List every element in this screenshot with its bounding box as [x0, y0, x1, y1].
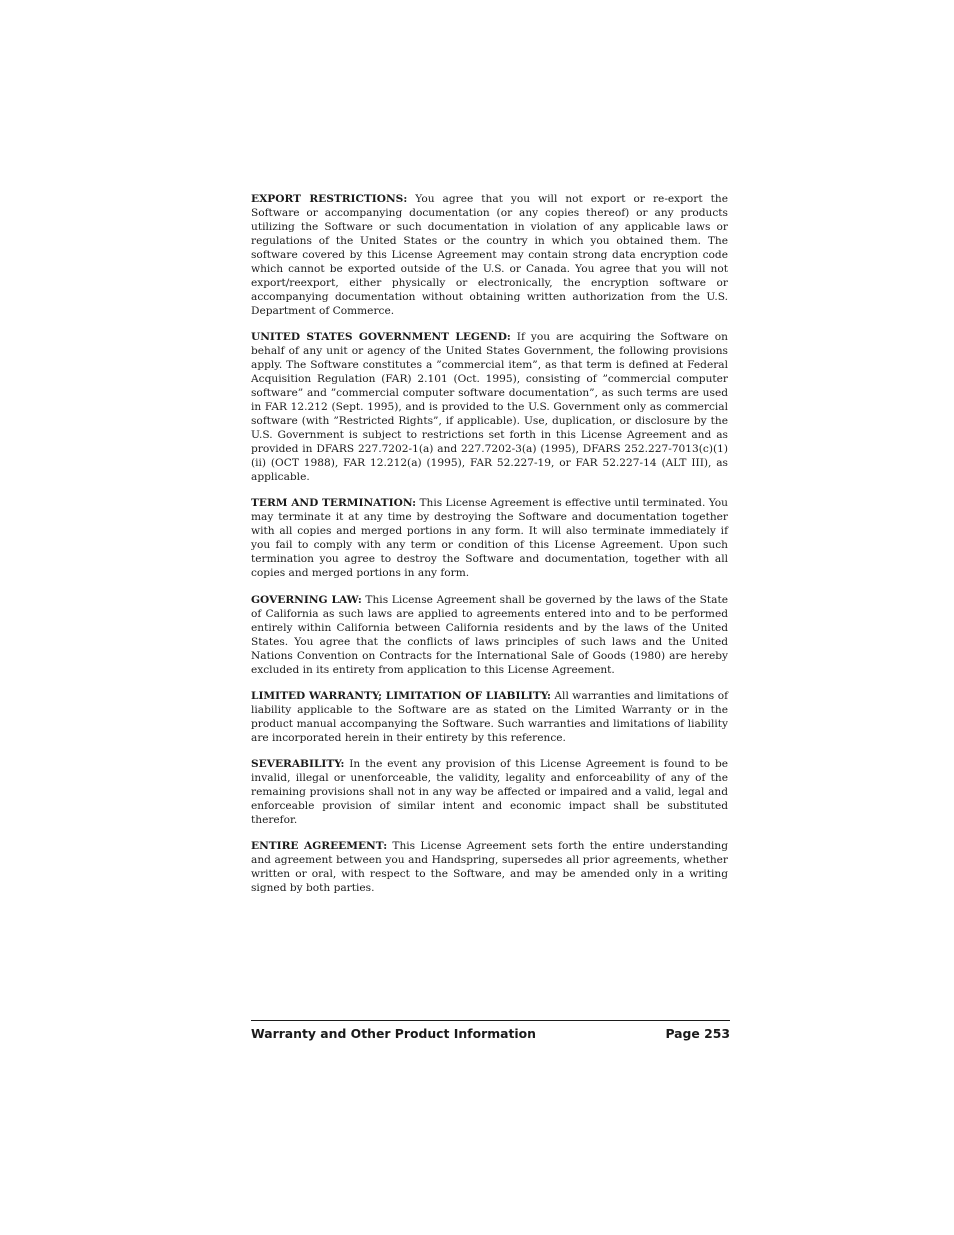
section-heading: ENTIRE AGREEMENT:	[251, 840, 388, 853]
section-us-government-legend	[251, 330, 728, 484]
section-export-restrictions	[251, 192, 728, 318]
section-body: This License Agreement sets forth the entire understanding and agreement between you and Handspring, supersedes all prior agreements, whether written or oral, with respect to the Software, and may be amended only in a writing signed by both parties.	[251, 840, 728, 895]
section-entire-agreement	[251, 839, 728, 895]
page-footer	[251, 1020, 730, 1041]
document-body	[251, 192, 728, 907]
section-body: In the event any provision of this License Agreement is found to be invalid, illegal or unenforceable, the validity, legality and enforceability of any of the remaining provisions shall not in any way be affected or impaired and a valid, legal and enforceable provision of similar intent and economic impact shall be substituted therefor.	[251, 757, 728, 826]
section-limited-warranty	[251, 689, 728, 745]
page-number: Page 253	[665, 1026, 730, 1041]
section-heading: TERM AND TERMINATION:	[251, 497, 417, 510]
section-heading: SEVERABILITY:	[251, 757, 345, 770]
section-body: This License Agreement is effective until terminated. You may terminate it at any time by destroying the Software and documentation together with all copies and merged portions in any form. It will also terminate immediately if you fail to comply with any term or condition of this License Agreement. Upon such termination you agree to destroy the Software and documentation, together with all copies and merged portions in any form.	[251, 497, 728, 580]
section-severability	[251, 757, 728, 827]
section-heading: EXPORT RESTRICTIONS:	[251, 193, 408, 205]
section-body: If you are acquiring the Software on behalf of any unit or agency of the United States Government, the following provisions apply. The Software constitutes a ”commercial item”, as that term is defined at Federal Acquisition Regulation (FAR) 2.101 (Oct. 1995), consisting of ”commercial computer software” and ”commercial computer software documentation”, as such terms are used in FAR 12.212 (Sept. 1995), and is provided to the U.S. Government only as commercial software (with ”Restricted Rights”, if applicable). Use, duplication, or disclosure by the U.S. Government is subject to restrictions set forth in this License Agreement and as provided in DFARS 227.7202-1(a) and 227.7202-3(a) (1995), DFARS 252.227-7013(c)(1)(ii) (OCT 1988), FAR 12.212(a) (1995), FAR 52.227-19, or FAR 52.227-14 (ALT III), as applicable.	[251, 331, 728, 484]
section-heading: UNITED STATES GOVERNMENT LEGEND:	[251, 331, 511, 344]
section-heading: GOVERNING LAW:	[251, 593, 362, 606]
section-body: All warranties and limitations of liability applicable to the Software are as stated on the Limited Warranty or in the product manual accompanying the Software. Such warranties and limitations of liability are incorporated herein in their entirety by this reference.	[251, 689, 729, 744]
section-governing-law	[251, 593, 728, 677]
section-body: You agree that you will not export or re-export the Software or accompanying documentation (or any copies thereof) or any products utilizing the Software or such documentation in violation of any applicable laws or regulations of the United States or the country in which you obtained them. The software covered by this License Agreement may contain strong data encryption code which cannot be exported outside of the U.S. or Canada. You agree that you will not export/reexport, either physically or electronically, the encryption software or accompanying documentation without obtaining written authorization from the U.S. Department of Commerce.	[251, 193, 728, 317]
section-term-and-termination	[251, 496, 728, 580]
section-heading: LIMITED WARRANTY; LIMITATION OF LIABILITY:	[251, 689, 551, 702]
footer-title: Warranty and Other Product Information	[251, 1026, 536, 1041]
section-body: This License Agreement shall be governed by the laws of the State of California as such laws are applied to agreements entered into and to be performed entirely within California between California residents and by the laws of the United States. You agree that the conflicts of laws principles of such laws and the United Nations Convention on Contracts for the International Sale of Goods (1980) are hereby excluded in its entirety from application to this License Agreement.	[251, 593, 728, 676]
